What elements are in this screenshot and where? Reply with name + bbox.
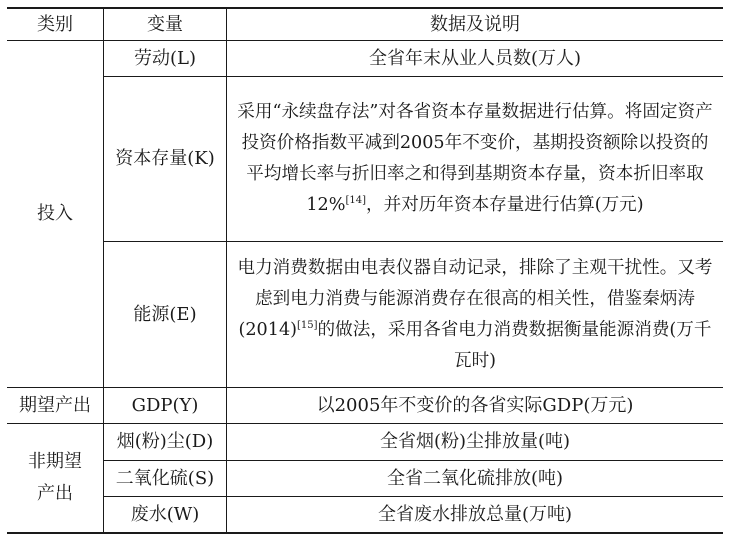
- description-energy-pre: 电力消费数据由电表仪器自动记录，排除了主观干扰性。又考虑到电力消费与能源消费存在很高的相关性，借鉴秦炳涛(2014): [237, 257, 713, 340]
- description-energy-text: [233, 253, 717, 377]
- category-undesired-output-line1: 非期望: [28, 451, 82, 472]
- data-table: [7, 7, 723, 534]
- variable-so2: 二氧化硫(S): [115, 467, 215, 489]
- description-dust: 全省烟(粉)尘排放量(吨): [379, 431, 571, 452]
- description-capital-post: ，并对历年资本存量进行估算(万元): [366, 195, 644, 215]
- header-category: 类别: [37, 13, 73, 35]
- description-capital: [227, 77, 723, 241]
- category-input: 投入: [37, 203, 73, 224]
- description-energy: [227, 242, 723, 387]
- variable-dust: 烟(粉)尘(D): [116, 431, 214, 452]
- description-wastewater: 全省废水排放总量(万吨): [377, 503, 573, 525]
- category-undesired-output-line2: 产出: [37, 483, 73, 504]
- variable-gdp: GDP(Y): [131, 394, 199, 416]
- bottom-rule: [7, 532, 723, 534]
- description-gdp: 以2005年不变价的各省实际GDP(万元): [316, 394, 634, 416]
- variable-capital: 资本存量(K): [115, 148, 215, 169]
- variable-labor: 劳动(L): [134, 47, 196, 69]
- header-description: 数据及说明: [430, 13, 520, 35]
- variable-wastewater: 废水(W): [130, 503, 200, 525]
- description-energy-post: 的做法，采用各省电力消费数据衡量能源消费(万千瓦时): [317, 319, 712, 371]
- description-so2: 全省二氧化硫排放(吨): [386, 467, 564, 489]
- category-desired-output: 期望产出: [19, 394, 91, 416]
- category-undesired-output: [7, 424, 103, 532]
- description-capital-pre: 采用“永续盘存法”对各省资本存量数据进行估算。将固定资产投资价格指数平减到2005年不变价，基期投资额除以投资的平均增长率与折旧率之和得到基期资本存量，资本折旧率取12%: [237, 102, 713, 215]
- citation-15: [15]: [297, 319, 318, 331]
- citation-14: [14]: [345, 195, 366, 206]
- description-capital-text: [233, 97, 717, 221]
- variable-energy: 能源(E): [133, 303, 197, 325]
- description-labor: 全省年末从业人员数(万人): [368, 47, 582, 69]
- header-variable: 变量: [147, 13, 183, 35]
